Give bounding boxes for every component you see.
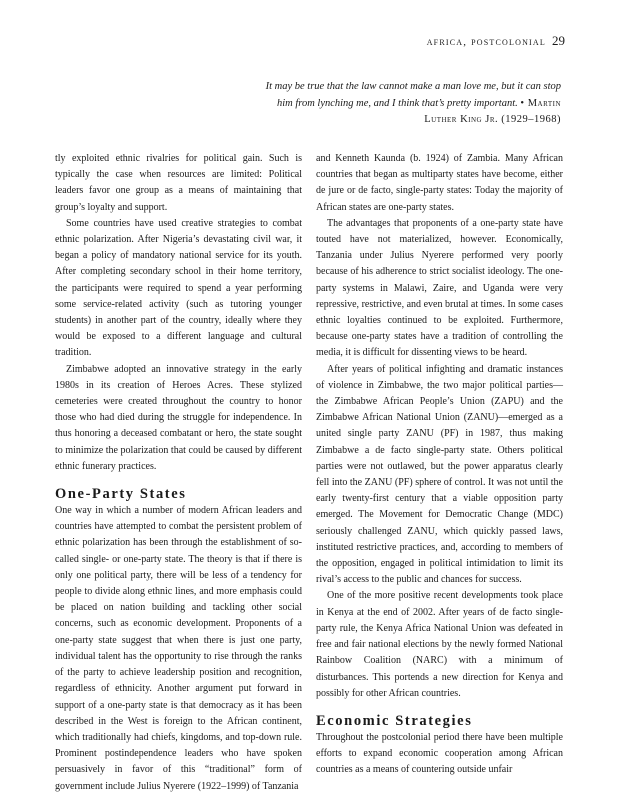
- body-paragraph: Some countries have used creative strategies to combat ethnic polarization. After Nigeria’s devastating civil war, it began a policy of mandatory national service for its youth. After completing secondary school in their home territory, the participants were required to spend a year performing some service-related activity (such as tutoring younger students) in another part of the country, ideally where they would be exposed to a different language and cultural tradition.: [55, 217, 302, 359]
- body-paragraph: The advantages that proponents of a one-party state have touted have not materialized, however. Economically, Tanzania under Julius Nyerere performed very poorly because of his adherence to strict socialist ideology. The one-party systems in Malawi, Zaire, and Uganda were very repressive, restrictive, and even brutal at times. In some cases ethnic loyalties continued to be exploited. Furthermore, because one-party states have a tradition of controlling the media, it is difficult for dissenting views to be heard.: [316, 217, 563, 359]
- right-column: [316, 151, 563, 779]
- epigraph: [261, 79, 561, 129]
- page-number: 29: [552, 33, 565, 48]
- body-paragraph: After years of political infighting and dramatic instances of violence in Zimbabwe, the two major political parties—the Zimbabwe African People’s Union (ZAPU) and the Zimbabwe African National Union (ZANU)—emerged as a united single party ZANU (PF) in 1987, thus making Zimbabwe a de facto single-party state. Others political parties were not outlawed, but the power apparatus clearly fell into the ZANU (PF) sphere of control. It was not until the early twenty-first century that a viable opposition party emerged. The Movement for Democratic Change (MDC) seriously challenged ZANU, which quickly passed laws, instituted restrictive practices, and, according to members of the opposition, engaged in political intimidation to limit its rival’s access to the public and chances for success.: [316, 363, 563, 586]
- body-paragraph: Zimbabwe adopted an innovative strategy in the early 1980s in its creation of Heroes Acres. These stylized cemeteries were created throughout the country to honor those who had died during the struggle for independence. In thus honoring a deceased combatant or hero, the state sought to minimize the polarization that could be caused by different ethnic funerary practices.: [55, 363, 302, 472]
- body-paragraph: One way in which a number of modern African leaders and countries have attempted to combat the persistent problem of ethnic polarization has been through the establishment of so-called single- or one-party state. The theory is that if there is only one political party, there will be less of a tendency for people to divide along ethnic lines, and more emphasis could be placed on nation building and tackling other social concerns, such as economic development. Proponents of a one-party state suggest that when there is just one party, individual talent has the opportunity to rise through the ranks of the party to achieve leadership position and recognition, regardless of ethnicity. Another argument put forward in support of a one-party state is that democracy as it has been described in the West is foreign to the African continent, which traditionally had chiefs, kingdoms, and top-down rule. Prominent postindependence leaders who have spoken persuasively in favor of this “traditional” form of government include Julius Nyerere (1922–1999) of Tanzania: [55, 505, 302, 792]
- epigraph-quote: It may be true that the law cannot make a man love me, but it can stop him from lynching me, and I think that’s pretty important.: [265, 81, 561, 109]
- epigraph-attribution: • Martin Luther King Jr. (1929–1968): [424, 97, 561, 125]
- body-paragraph: and Kenneth Kaunda (b. 1924) of Zambia. Many African countries that began as multiparty states have become, either de jure or de facto, single-party states: Today the majority of African states are one-party states.: [316, 153, 563, 213]
- body-paragraph: tly exploited ethnic rivalries for political gain. Such is typically the case when resources are limited: Political leaders favor one group as a means of maintaining that group’s loyalty and support.: [55, 153, 302, 213]
- section-heading-economic-strategies: Economic Strategies: [316, 712, 473, 729]
- running-title: africa, postcolonial: [426, 36, 546, 48]
- section-heading-one-party-states: One-Party States: [55, 486, 187, 503]
- body-paragraph: Throughout the postcolonial period there have been multiple efforts to expand economic cooperation among African countries as a means of countering outside unfair: [316, 731, 563, 776]
- body-paragraph: One of the more positive recent developments took place in Kenya at the end of 2002. After years of de facto single-party rule, the Kenya Africa National Union was defeated in free and fair national elections by the newly formed National Rainbow Coalition (NARC) with a minimum of disturbances. This portends a new direction for Kenya and possibly for other African countries.: [316, 590, 563, 699]
- left-column: [55, 151, 302, 795]
- running-header: [427, 33, 565, 49]
